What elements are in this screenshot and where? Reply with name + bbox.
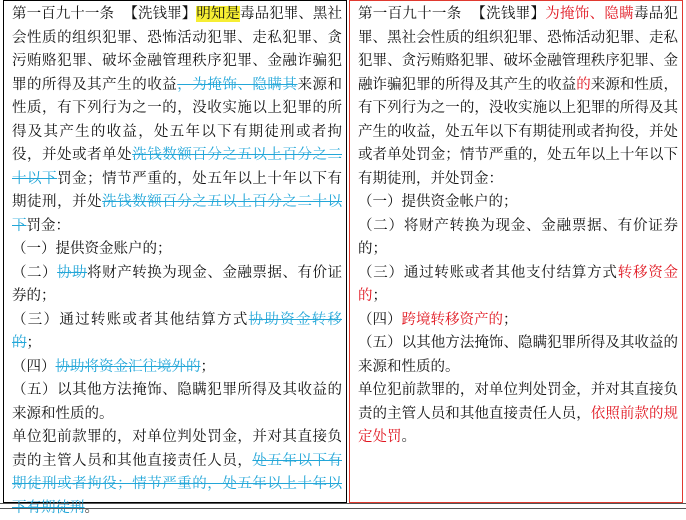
article-number: 第一百九十一条 — [358, 6, 462, 22]
deleted-text: 处五年以下有期徒刑或者拘役；情节严重的，处五年以上十年以下有期徒刑 — [12, 452, 343, 516]
added-text: 跨境转移资产的 — [401, 311, 503, 328]
new-article-paragraph — [358, 3, 678, 191]
deleted-text: 协助将资金汇往境外的 — [55, 358, 201, 375]
text-run: ； — [26, 335, 41, 351]
new-item-3 — [358, 262, 678, 309]
added-text: 转移资金的 — [358, 264, 679, 304]
deleted-text: 协助资金转移的 — [12, 311, 342, 351]
text-run: （一）提供资金帐户的； — [358, 194, 518, 210]
deleted-text: 协助 — [57, 264, 88, 281]
text-run: 来源和性质，有下列行为之一的，没收实施以上犯罪的所得及其产生的收益，处五年以下有期徒刑或者拘役，并处或者单处 — [12, 76, 343, 163]
text-run: 单位犯前款罪的，对单位判处罚金，并对其直接负责的主管人员和其他直接责任人员， — [12, 429, 342, 469]
article-number: 第一百九十一条 — [12, 6, 115, 22]
text-run: （三）通过转账或者其他支付结算方式 — [358, 264, 618, 281]
old-article-paragraph — [12, 3, 342, 238]
new-text-column — [349, 0, 683, 503]
table-bottom-border — [0, 503, 686, 509]
added-text: 依照前款的规定处罚 — [358, 405, 679, 445]
text-run: 来源和性质，有下列行为之一的，没收实施以上犯罪的所得及其产生的收益，处五年以下有期徒刑或者拘役，并处或者单处罚金；情节严重的，处五年以上十年以下有期徒刑，并处罚金： — [358, 76, 679, 187]
text-run: （四） — [358, 311, 402, 328]
old-item-4 — [12, 356, 342, 380]
deleted-text: 洗钱数额百分之五以上百分之二十以下 — [12, 194, 343, 234]
crime-name: 【洗钱罪】 — [123, 6, 197, 22]
new-item-2 — [358, 215, 678, 262]
old-item-1 — [12, 238, 342, 262]
text-run: （一）提供资金账户的； — [12, 241, 172, 257]
text-run: 毒品犯罪、黑社会性质的组织犯罪、恐怖活动犯罪、走私犯罪、贪污贿赂犯罪、破坏金融管理秩序犯罪、金融诈骗犯罪的所得及其产生的收益 — [358, 6, 679, 93]
text-run: （五）以其他方法掩饰、隐瞒犯罪所得及其收益的来源和性质的。 — [12, 382, 342, 422]
text-run: （二）将财产转换为现金、金融票据、有价证券的； — [358, 217, 678, 257]
old-item-2 — [12, 262, 342, 309]
text-run: ； — [372, 288, 387, 304]
new-item-5 — [358, 332, 678, 379]
deleted-text: 洗钱数额百分之五以上百分之二十以下 — [12, 147, 343, 187]
deleted-text: ，为掩饰、隐瞒其 — [177, 76, 298, 93]
text-run: （二） — [12, 264, 58, 281]
old-text-column — [3, 0, 347, 516]
old-article-body — [12, 6, 342, 234]
new-unit-paragraph — [358, 379, 678, 450]
new-text-cell — [358, 3, 678, 450]
highlighted-text: 明知是 — [196, 6, 241, 22]
text-run: 罚金；情节严重的，处五年以上十年以下有期徒刑，并处 — [12, 170, 343, 210]
text-run: 罚金： — [26, 217, 70, 234]
text-run: 毒品犯罪、黑社会性质的组织犯罪、恐怖活动犯罪、走私犯罪、贪污贿赂犯罪、破坏金融管理秩序犯罪、金融诈骗犯罪的所得及其产生的收益 — [12, 6, 343, 93]
text-run: （四） — [12, 358, 56, 375]
text-run: 单位犯前款罪的，对单位判处罚金，并对其直接负责的主管人员和其他直接责任人员， — [358, 382, 678, 422]
new-item-1 — [358, 191, 678, 215]
text-run: 。 — [84, 499, 99, 516]
added-text: 为掩饰、隐瞒 — [545, 6, 634, 22]
text-run: ； — [503, 311, 518, 328]
new-article-body — [358, 6, 678, 187]
new-item-4 — [358, 309, 678, 333]
text-run: 将财产转换为现金、金融票据、有价证券的； — [12, 264, 343, 304]
old-item-5 — [12, 379, 342, 426]
text-run: （三）通过转账或者其他结算方式 — [12, 311, 249, 328]
text-run: ； — [200, 358, 215, 375]
crime-name: 【洗钱罪】 — [471, 6, 546, 22]
text-run: 。 — [401, 429, 416, 445]
old-item-3 — [12, 309, 342, 356]
text-run: （五）以其他方法掩饰、隐瞒犯罪所得及其收益的来源和性质的。 — [358, 335, 678, 375]
old-text-cell — [12, 3, 342, 520]
added-text: 的 — [576, 76, 591, 93]
